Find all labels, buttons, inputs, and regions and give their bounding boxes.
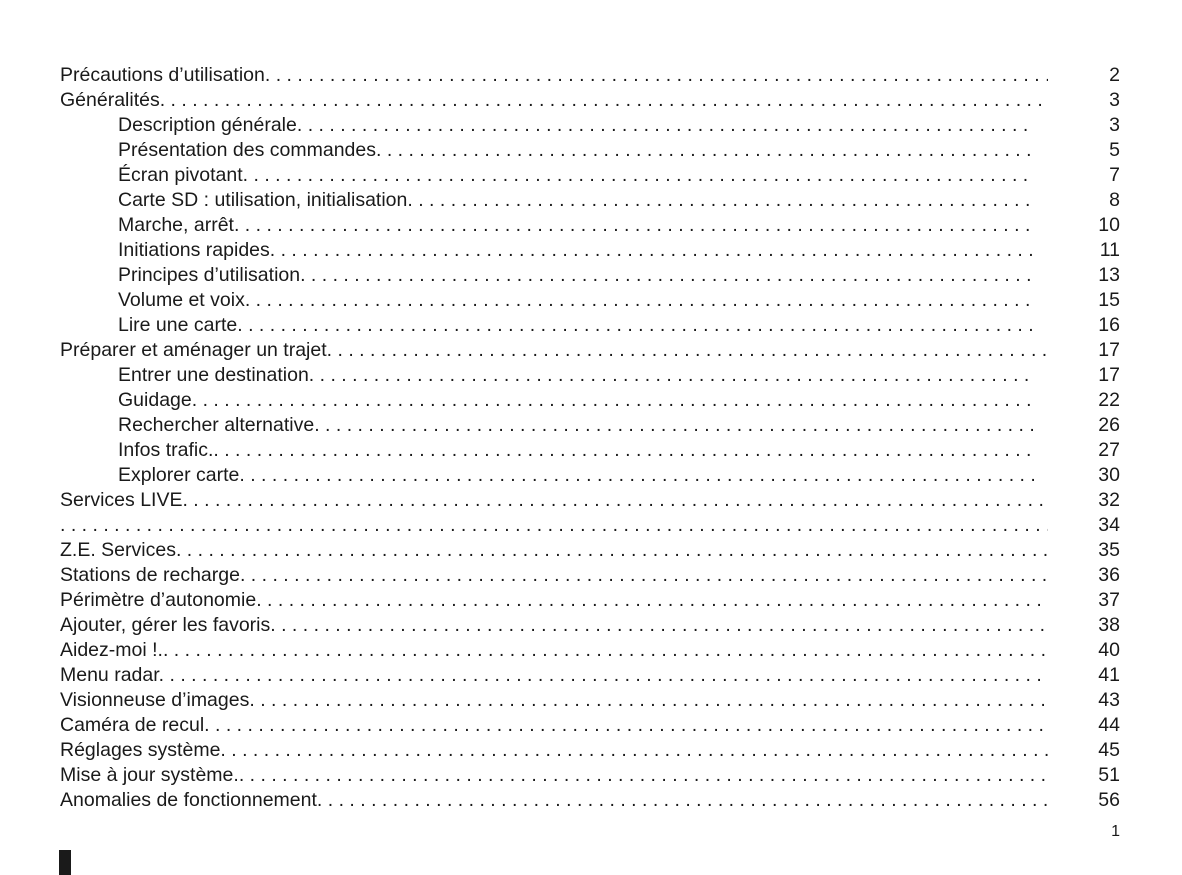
toc-entry-page: 30	[1098, 464, 1120, 486]
toc-entry-title: Description générale	[118, 114, 297, 136]
toc-entry-title-with-leader	[118, 388, 1034, 413]
toc-entry-page: 13	[1098, 264, 1120, 286]
toc-entry-page: 51	[1098, 764, 1120, 786]
toc-entry-page: 8	[1109, 189, 1120, 211]
toc-entry-page: 27	[1098, 439, 1120, 461]
toc-entry[interactable]	[0, 263, 1182, 288]
toc-entry[interactable]	[0, 163, 1182, 188]
toc-entry-page: 3	[1109, 89, 1120, 111]
toc-entry-title-with-leader	[118, 163, 1034, 188]
toc-entry-title: Caméra de recul	[60, 714, 205, 736]
toc-entry-title: Présentation des commandes	[118, 139, 376, 161]
toc-entry[interactable]	[0, 363, 1182, 388]
toc-entry-title-with-leader	[60, 63, 1048, 88]
toc-entry-title-with-leader	[60, 788, 1048, 813]
toc-entry-page: 5	[1109, 139, 1120, 161]
toc-entry-title: Z.E. Services	[60, 539, 176, 561]
toc-entry-page: 3	[1109, 114, 1120, 136]
toc-entry-title-with-leader	[118, 313, 1034, 338]
toc-entry-title-with-leader	[60, 513, 1048, 538]
toc-entry-title-with-leader	[60, 763, 1048, 788]
toc-entry-title-with-leader	[60, 563, 1048, 588]
toc-entry-title: Généralités	[60, 89, 160, 111]
toc-entry-title-with-leader	[60, 538, 1048, 563]
page-number: 1	[1111, 823, 1120, 840]
toc-entry-page: 56	[1098, 789, 1120, 811]
toc-entry-title-with-leader	[60, 713, 1048, 738]
toc-entry[interactable]	[0, 688, 1182, 713]
toc-entry[interactable]	[0, 288, 1182, 313]
toc-entry-page: 44	[1098, 714, 1120, 736]
toc-entry-title: Écran pivotant	[118, 164, 243, 186]
toc-entry[interactable]	[0, 463, 1182, 488]
toc-entry-title: Ajouter, gérer les favoris	[60, 614, 271, 636]
toc-entry-title: Entrer une destination	[118, 364, 309, 386]
toc-entry[interactable]	[0, 488, 1182, 513]
toc-entry-page: 16	[1098, 314, 1120, 336]
toc-entry-page: 15	[1098, 289, 1120, 311]
toc-entry-title-with-leader	[118, 138, 1034, 163]
toc-entry-title-with-leader	[60, 638, 1048, 663]
toc-entry-title-with-leader	[118, 413, 1034, 438]
toc-entry[interactable]	[0, 438, 1182, 463]
toc-entry-title-with-leader	[118, 438, 1034, 463]
toc-entry[interactable]	[0, 63, 1182, 88]
toc-entry[interactable]	[0, 513, 1182, 538]
toc-entry-title-with-leader	[60, 88, 1048, 113]
toc-entry-page: 22	[1098, 389, 1120, 411]
toc-entry[interactable]	[0, 788, 1182, 813]
toc-entry-title-with-leader	[118, 463, 1034, 488]
toc-entry-title: Aidez-moi !.	[60, 639, 163, 661]
toc-entry-title-with-leader	[60, 488, 1048, 513]
toc-entry-page: 38	[1098, 614, 1120, 636]
toc-entry[interactable]	[0, 613, 1182, 638]
toc-entry-title-with-leader	[60, 663, 1048, 688]
toc-entry[interactable]	[0, 88, 1182, 113]
toc-entry[interactable]	[0, 188, 1182, 213]
toc-entry-title-with-leader	[60, 588, 1048, 613]
toc-entry-title: Périmètre d’autonomie	[60, 589, 257, 611]
toc-entry-title-with-leader	[118, 288, 1034, 313]
toc-entry-title: Marche, arrêt	[118, 214, 234, 236]
toc-entry-page: 37	[1098, 589, 1120, 611]
toc-entry-title-with-leader	[118, 188, 1034, 213]
toc-entry-page: 10	[1098, 214, 1120, 236]
toc-entry-page: 40	[1098, 639, 1120, 661]
toc-entry-title: Rechercher alternative	[118, 414, 315, 436]
toc-entry-page: 34	[1098, 514, 1120, 536]
toc-entry-title: Préparer et aménager un trajet	[60, 339, 327, 361]
toc-entry-page: 43	[1098, 689, 1120, 711]
toc-entry-title: Guidage	[118, 389, 192, 411]
toc-entry-page: 35	[1098, 539, 1120, 561]
toc-entry-title: Mise à jour système.	[60, 764, 239, 786]
toc-entry-title: Volume et voix	[118, 289, 245, 311]
toc-entry-title: Explorer carte	[118, 464, 240, 486]
toc-entry[interactable]	[0, 738, 1182, 763]
toc-entry-title: Services LIVE	[60, 489, 183, 511]
corner-mark	[59, 850, 71, 875]
toc-entry-title: Lire une carte	[118, 314, 238, 336]
toc-entry-page: 7	[1109, 164, 1120, 186]
toc-entry[interactable]	[0, 713, 1182, 738]
toc-entry-page: 17	[1098, 339, 1120, 361]
toc-entry-title-with-leader	[60, 738, 1048, 763]
toc-entry-title: Anomalies de fonctionnement	[60, 789, 317, 811]
toc-entry-title: Initiations rapides	[118, 239, 270, 261]
toc-entry-title: Principes d’utilisation	[118, 264, 301, 286]
toc-entry[interactable]	[0, 663, 1182, 688]
toc-entry[interactable]	[0, 113, 1182, 138]
toc-entry-title: Infos trafic.	[118, 439, 214, 461]
toc-entry-title: Réglages système	[60, 739, 221, 761]
toc-entry[interactable]	[0, 338, 1182, 363]
toc-entry[interactable]	[0, 638, 1182, 663]
toc-entry[interactable]	[0, 413, 1182, 438]
table-of-contents	[0, 63, 1182, 813]
toc-entry[interactable]	[0, 238, 1182, 263]
toc-entry-title-with-leader	[118, 363, 1034, 388]
toc-entry-title: Stations de recharge	[60, 564, 240, 586]
toc-entry-title-with-leader	[60, 688, 1048, 713]
toc-entry-page: 36	[1098, 564, 1120, 586]
toc-entry-page: 32	[1098, 489, 1120, 511]
toc-entry-page: 41	[1098, 664, 1120, 686]
toc-entry[interactable]	[0, 538, 1182, 563]
toc-entry-page: 11	[1099, 239, 1120, 261]
toc-entry-page: 17	[1098, 364, 1120, 386]
toc-entry-title-with-leader	[60, 338, 1048, 363]
toc-entry-title-with-leader	[60, 613, 1048, 638]
toc-entry-title: Précautions d’utilisation	[60, 64, 265, 86]
toc-entry-title: Visionneuse d’images	[60, 689, 250, 711]
toc-entry[interactable]	[0, 563, 1182, 588]
toc-entry[interactable]	[0, 388, 1182, 413]
toc-entry-title: Menu radar	[60, 664, 159, 686]
toc-entry-title-with-leader	[118, 263, 1034, 288]
toc-entry-title-with-leader	[118, 238, 1034, 263]
toc-entry-title-with-leader	[118, 113, 1034, 138]
toc-entry[interactable]	[0, 213, 1182, 238]
toc-entry-page: 26	[1098, 414, 1120, 436]
toc-entry-title-with-leader	[118, 213, 1034, 238]
toc-entry-title: Carte SD : utilisation, initialisation	[118, 189, 408, 211]
toc-entry-page: 45	[1098, 739, 1120, 761]
toc-entry[interactable]	[0, 138, 1182, 163]
toc-entry-page: 2	[1109, 64, 1120, 86]
toc-entry[interactable]	[0, 313, 1182, 338]
toc-entry[interactable]	[0, 588, 1182, 613]
toc-entry[interactable]	[0, 763, 1182, 788]
